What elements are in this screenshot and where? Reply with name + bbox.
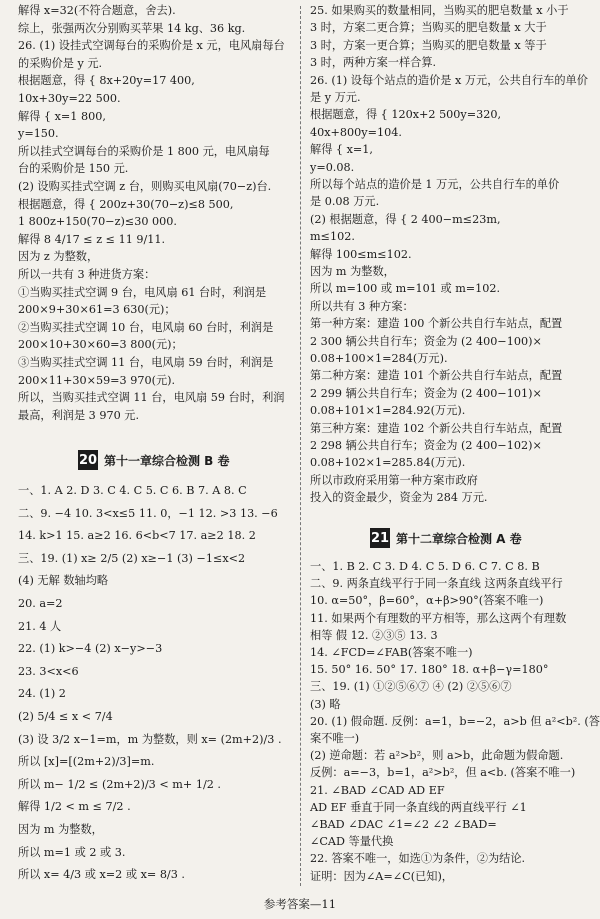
left-lines-line: 因为 z 为整数， xyxy=(18,250,99,264)
a-lines-line: 二、9. 两条直线平行于同一条直线 这两条直线平行 xyxy=(310,577,563,591)
a-lines-line: 20. (1) 假命题. 反例：a=1，b=−2，a>b 但 a²<b². (答 xyxy=(310,714,600,728)
b-lines-line: 所以 x= 4/3 或 x=2 或 x= 8/3 . xyxy=(18,868,185,882)
left-lines-line: 200×10+30×60=3 800(元)； xyxy=(18,338,183,352)
right-lines-line: 3 时，方案二更合算；当购买的肥皂数量 x 大于 xyxy=(310,21,547,35)
left-lines-line: 10x+30y=22 500. xyxy=(18,92,121,105)
b-lines-line: 23. 3<x<6 xyxy=(18,664,79,678)
b-lines-line: (2) 5/4 ≤ x < 7/4 xyxy=(18,710,113,723)
right-lines-line: 25. 如果购买的数量相同，当购买的肥皂数量 x 小于 xyxy=(310,4,569,17)
right-lines-line: 3 时，方案一更合算；当购买的肥皂数量 x 等于 xyxy=(310,38,547,52)
left-lines-line: (2) 设购买挂式空调 z 台，则购买电风扇(70−z)台. xyxy=(18,180,272,193)
right-lines-line: 2 298 辆公共自行车；资金为 (2 400−102)× xyxy=(310,439,542,452)
a-lines-line: AD EF 垂直于同一条直线的两直线平行 ∠1 xyxy=(310,800,527,814)
right-lines-line: 所以市政府采用第一种方案市政府 xyxy=(310,473,478,487)
right-lines-line: 所以共有 3 种方案： xyxy=(310,299,414,313)
b-lines-line: 所以 [x]=[(2m+2)/3]=m. xyxy=(18,755,155,769)
a-lines-line: 15. 50° 16. 50° 17. 180° 18. α+β−γ=180° xyxy=(310,663,549,677)
left-lines-line: 1 800z+150(70−z)≤30 000. xyxy=(18,215,177,229)
left-lines-line: 200×11+30×59=3 970(元). xyxy=(18,373,176,387)
a-lines-line: 22. 答案不唯一，如选①为条件，②为结论. xyxy=(310,852,526,866)
right-lines-line: 因为 m 为整数， xyxy=(310,265,395,278)
a-lines-line: 三、19. (1) ①②⑤⑥⑦ ④ (2) ②⑤⑥⑦ xyxy=(310,680,512,694)
b-lines-line: 14. k>1 15. a≥2 16. 6<b<7 17. a≥2 18. 2 xyxy=(18,529,256,543)
right-lines-line: 0.08+102×1=285.84(万元). xyxy=(310,456,466,470)
left-lines-line: 台的采购价是 150 元. xyxy=(18,162,129,176)
left-lines-line: 所以一共有 3 种进货方案： xyxy=(18,268,156,281)
column-divider xyxy=(300,6,302,886)
b-lines-line: 二、9. −4 10. 3<x≤5 11. 0，−1 12. >3 13. −6 xyxy=(18,506,278,520)
a-lines-line: ∠CAD 等量代换 xyxy=(310,835,394,849)
b-lines-line: 24. (1) 2 xyxy=(18,687,66,701)
section-title: 第十一章综合检测 B 卷 xyxy=(104,453,230,468)
left-lines-line: 最高，利润是 3 970 元. xyxy=(18,408,140,422)
right-lines-line: 解得 100≤m≤102. xyxy=(310,247,412,261)
a-lines-line: 反例：a=−3，b=1，a²>b²，但 a<b. (答案不唯一) xyxy=(310,766,576,780)
left-lines-line: 解得 x=32(不符合题意，舍去). xyxy=(18,4,176,17)
right-lines-line: 0.08+101×1=284.92(万元). xyxy=(310,404,466,418)
b-lines-line: 20. a=2 xyxy=(18,597,63,610)
b-lines-line: 因为 m 为整数， xyxy=(18,823,103,836)
a-lines-line: 证明：因为∠A=∠C(已知)， xyxy=(310,869,453,883)
a-lines-line: 10. α=50°，β=60°，α+β>90°(答案不唯一) xyxy=(310,594,544,608)
a-lines-line: (2) 逆命题：若 a²>b²，则 a>b，此命题为假命题. xyxy=(310,749,564,763)
a-lines-line: (3) 略 xyxy=(310,697,341,711)
left-lines-line: 综上，张强两次分别购买苹果 14 kg、36 kg. xyxy=(18,21,246,35)
b-lines-line: 所以 m=1 或 2 或 3. xyxy=(18,845,126,859)
a-lines-line: 14. ∠FCD=∠FAB(答案不唯一) xyxy=(310,646,473,659)
left-lines-line: 解得 { x=1 800, xyxy=(18,109,106,123)
right-lines-line: y=0.08. xyxy=(310,160,355,174)
right-lines-line: 根据题意，得 { 120x+2 500y=320, xyxy=(310,108,502,122)
page-footer: 参考答案—11 xyxy=(263,897,337,911)
a-lines-line: 案不唯一) xyxy=(310,732,360,745)
b-lines-line: 21. 4 人 xyxy=(18,619,62,633)
right-lines-line: 3 时，两种方案一样合算. xyxy=(310,56,437,70)
b-lines-line: 22. (1) k>−4 (2) x−y>−3 xyxy=(18,642,163,656)
right-lines-line: 解得 { x=1, xyxy=(310,143,373,157)
right-lines-line: 所以每个站点的造价是 1 万元，公共自行车的单价 xyxy=(310,178,560,191)
a-lines-line: 21. ∠BAD ∠CAD AD EF xyxy=(310,783,445,797)
right-lines-line: 2 299 辆公共自行车；资金为 (2 400−101)× xyxy=(310,386,542,400)
b-lines-line: 解得 1/2 < m ≤ 7/2 . xyxy=(18,800,131,814)
b-lines-line: 一、1. A 2. D 3. C 4. C 5. C 6. B 7. A 8. C xyxy=(18,484,247,497)
right-lines-line: 第二种方案：建造 101 个新公共自行车站点，配置 xyxy=(310,369,563,383)
right-lines-line: 是 0.08 万元. xyxy=(310,195,380,209)
section-number: 20 xyxy=(78,450,98,470)
right-lines-line: 2 300 辆公共自行车；资金为 (2 400−100)× xyxy=(310,334,542,348)
section-number: 21 xyxy=(370,528,390,548)
left-lines-line: 的采购价是 y 元. xyxy=(18,56,103,70)
right-lines-line: 0.08+100×1=284(万元). xyxy=(310,352,448,365)
left-lines-line: y=150. xyxy=(18,127,59,141)
right-lines-line: 投入的资金最少，资金为 284 万元. xyxy=(310,491,488,505)
b-lines-line: 所以 m− 1/2 ≤ (2m+2)/3 < m+ 1/2 . xyxy=(18,777,221,791)
right-lines-line: 是 y 万元. xyxy=(310,91,361,104)
a-lines-line: 相等 假 12. ②③⑤ 13. 3 xyxy=(310,628,438,642)
section-title: 第十二章综合检测 A 卷 xyxy=(396,531,522,546)
b-lines-line: (4) 无解 数轴均略 xyxy=(18,574,109,588)
left-lines-line: ②当购买挂式空调 10 台，电风扇 60 台时，利润是 xyxy=(18,320,274,334)
left-lines-line: 200×9+30×61=3 630(元)； xyxy=(18,303,176,317)
right-lines-line: 所以 m=100 或 m=101 或 m=102. xyxy=(310,282,501,296)
right-lines-line: 第三种方案：建造 102 个新公共自行车站点，配置 xyxy=(310,421,563,435)
left-lines-line: 所以，当购买挂式空调 11 台，电风扇 59 台时，利润 xyxy=(18,391,285,405)
left-lines-line: 根据题意，得 { 8x+20y=17 400, xyxy=(18,74,195,88)
a-lines-line: 11. 如果两个有理数的平方相等，那么这两个有理数 xyxy=(310,611,567,625)
right-lines-line: 26. (1) 设每个站点的造价是 x 万元，公共自行车的单价 xyxy=(310,73,588,87)
left-lines-line: ①当购买挂式空调 9 台，电风扇 61 台时，利润是 xyxy=(18,285,267,299)
left-lines-line: 解得 8 4/17 ≤ z ≤ 11 9/11. xyxy=(18,232,166,246)
right-lines-line: 40x+800y=104. xyxy=(310,125,402,139)
b-lines-line: (3) 设 3/2 x−1=m，m 为整数，则 x= (2m+2)/3 . xyxy=(18,732,282,746)
left-lines-line: 根据题意，得 { 200z+30(70−z)≤8 500, xyxy=(18,197,234,211)
left-lines-line: 26. (1) 设挂式空调每台的采购价是 x 元，电风扇每台 xyxy=(18,39,285,53)
b-lines-line: 三、19. (1) x≥ 2/5 (2) x≥−1 (3) −1≤x<2 xyxy=(18,551,246,565)
section-a-header xyxy=(370,528,522,548)
right-lines-line: m≤102. xyxy=(310,230,355,244)
a-lines-line: 一、1. B 2. C 3. D 4. C 5. D 6. C 7. C 8. B xyxy=(310,560,540,573)
left-lines-line: ③当购买挂式空调 11 台，电风扇 59 台时，利润是 xyxy=(18,356,274,369)
left-lines-line: 所以挂式空调每台的采购价是 1 800 元，电风扇每 xyxy=(18,144,270,158)
a-lines-line: ∠BAD ∠DAC ∠1=∠2 ∠2 ∠BAD= xyxy=(310,818,497,831)
section-b-header xyxy=(78,450,230,470)
right-lines-line: (2) 根据题意，得 { 2 400−m≤23m, xyxy=(310,212,501,226)
right-lines-line: 第一种方案：建造 100 个新公共自行车站点，配置 xyxy=(310,317,563,331)
